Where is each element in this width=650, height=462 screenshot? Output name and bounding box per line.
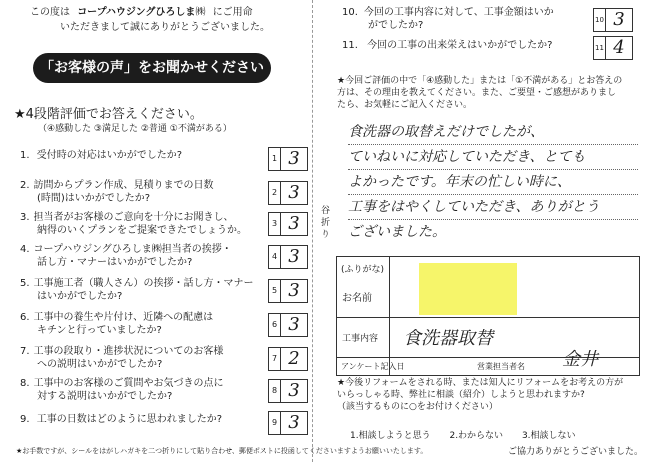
answer-box-10[interactable]: 10 3 <box>593 8 633 32</box>
answer-box-4[interactable]: 4 3 <box>268 245 308 269</box>
form-row-divider <box>337 317 639 318</box>
banner: 「お客様の声」をお聞かせください <box>33 53 271 83</box>
answer-value: 3 <box>288 148 300 169</box>
question-10: 10. 今回の工事内容に対して、工事金額はいか がでしたか? <box>342 7 554 31</box>
header-line1 <box>30 6 253 19</box>
answer-box-5[interactable]: 5 3 <box>268 279 308 303</box>
comment-text[interactable]: 食洗器の取替えだけでしたが、 ていねいに対応していただき、とても よかったです。年末の忙しい時に、 工事をはやくしていただき、ありがとう ございました。 <box>348 120 638 244</box>
referral-question: ★今後リフォームをされる時、または知人にリフォームをお考えの方が いらっしゃる時、弊社に相談（紹介）しようと思われますか? （該当するものに○をお付けください） <box>337 378 624 412</box>
comment-prompt: ★今回ご評価の中で「④感動した」または「①不満がある」とお答えの 方は、その理由を教えてください。また、ご要望・ご感想がありまし たら、お気軽にご記入ください。 <box>337 76 623 110</box>
question-4: 4. コープハウジングひろしま㈱担当者の挨拶・ 話し方・マナーはいかがでしたか? <box>20 244 232 268</box>
furigana-label: (ふりがな) <box>341 265 385 275</box>
answer-box-3[interactable]: 3 3 <box>268 212 308 236</box>
answer-box-7[interactable]: 7 2 <box>268 347 308 371</box>
answer-value: 3 <box>288 182 300 203</box>
survey-date-label: アンケート記入日 <box>341 362 405 371</box>
answer-box-2[interactable]: 2 3 <box>268 181 308 205</box>
answer-value: 3 <box>288 412 300 433</box>
work-label: 工事内容 <box>342 334 379 344</box>
header-post: にご用命 <box>212 7 253 18</box>
question-11: 11. 今回の工事の出来栄えはいかがでしたか? <box>342 40 553 51</box>
footer-note: ★お手数ですが、シールをはがしハガキを二つ折りにして貼り合わせ、郵便ポストに投函してくださいますようお願いいたします。 <box>16 447 428 455</box>
question-3: 3. 担当者がお客様のご意向を十分にお聞きし、 納得のいくプランをご提案できたでしょうか。 <box>20 212 247 236</box>
question-7: 7. 工事の段取り・進捗状況についてのお客様 への説明はいかがでしたか? <box>20 346 224 370</box>
answer-value: 3 <box>288 280 300 301</box>
footer-thanks: ご協力ありがとうございました。 <box>508 447 644 457</box>
answer-value: 3 <box>288 213 300 234</box>
answer-value: 2 <box>288 348 300 369</box>
header-line2: いただきまして誠にありがとうございました。 <box>60 22 270 33</box>
option-3[interactable]: 3.相談しない <box>521 431 576 441</box>
customer-form <box>336 256 640 376</box>
answer-box-11[interactable]: 11 4 <box>593 36 633 60</box>
answer-box-6[interactable]: 6 3 <box>268 313 308 337</box>
eval-title: ★4段階評価でお答えください。 <box>14 107 203 122</box>
staff-label: 営業担当者名 <box>477 362 525 371</box>
company-suffix: ㈱ <box>195 7 206 18</box>
company-name: コープハウジングひろしま <box>77 7 196 18</box>
option-2[interactable]: 2.わからない <box>449 431 504 441</box>
answer-box-8[interactable]: 8 3 <box>268 379 308 403</box>
answer-value: 3 <box>613 9 625 30</box>
work-value[interactable]: 食洗器取替 <box>403 328 493 349</box>
question-8: 8. 工事中のお客様のご質問やお気づきの点に 対する説明はいかがでしたか? <box>20 378 224 402</box>
answer-value: 4 <box>613 37 625 58</box>
fold-label: 谷折り <box>319 205 329 241</box>
question-6: 6. 工事中の養生や片付け、近隣への配慮は キチンと行っていましたか? <box>20 312 214 336</box>
answer-value: 3 <box>288 380 300 401</box>
staff-value[interactable]: 金井 <box>562 349 598 370</box>
question-9: 9. 工事の日数はどのように思われましたか? <box>20 414 223 425</box>
answer-value: 3 <box>288 246 300 267</box>
header-pre: この度は <box>30 7 70 18</box>
name-label: お名前 <box>342 293 372 304</box>
eval-scale: （④感動した ③満足した ②普通 ①不満がある） <box>38 124 232 134</box>
answer-box-1[interactable]: 1 3 <box>268 147 308 171</box>
fold-line <box>312 0 313 462</box>
option-1[interactable]: 1.相談しようと思う <box>350 431 431 441</box>
name-field-redacted[interactable] <box>419 263 517 315</box>
referral-options <box>350 430 576 442</box>
question-1: 1. 受付時の対応はいかがでしたか? <box>20 150 183 161</box>
answer-box-9[interactable]: 9 3 <box>268 411 308 435</box>
question-5: 5. 工事施工者（職人さん）の挨拶・話し方・マナー はいかがでしたか? <box>20 278 254 302</box>
answer-value: 3 <box>288 314 300 335</box>
question-2: 2. 訪問からプラン作成、見積りまでの日数 (時間)はいかがでしたか? <box>20 180 214 204</box>
